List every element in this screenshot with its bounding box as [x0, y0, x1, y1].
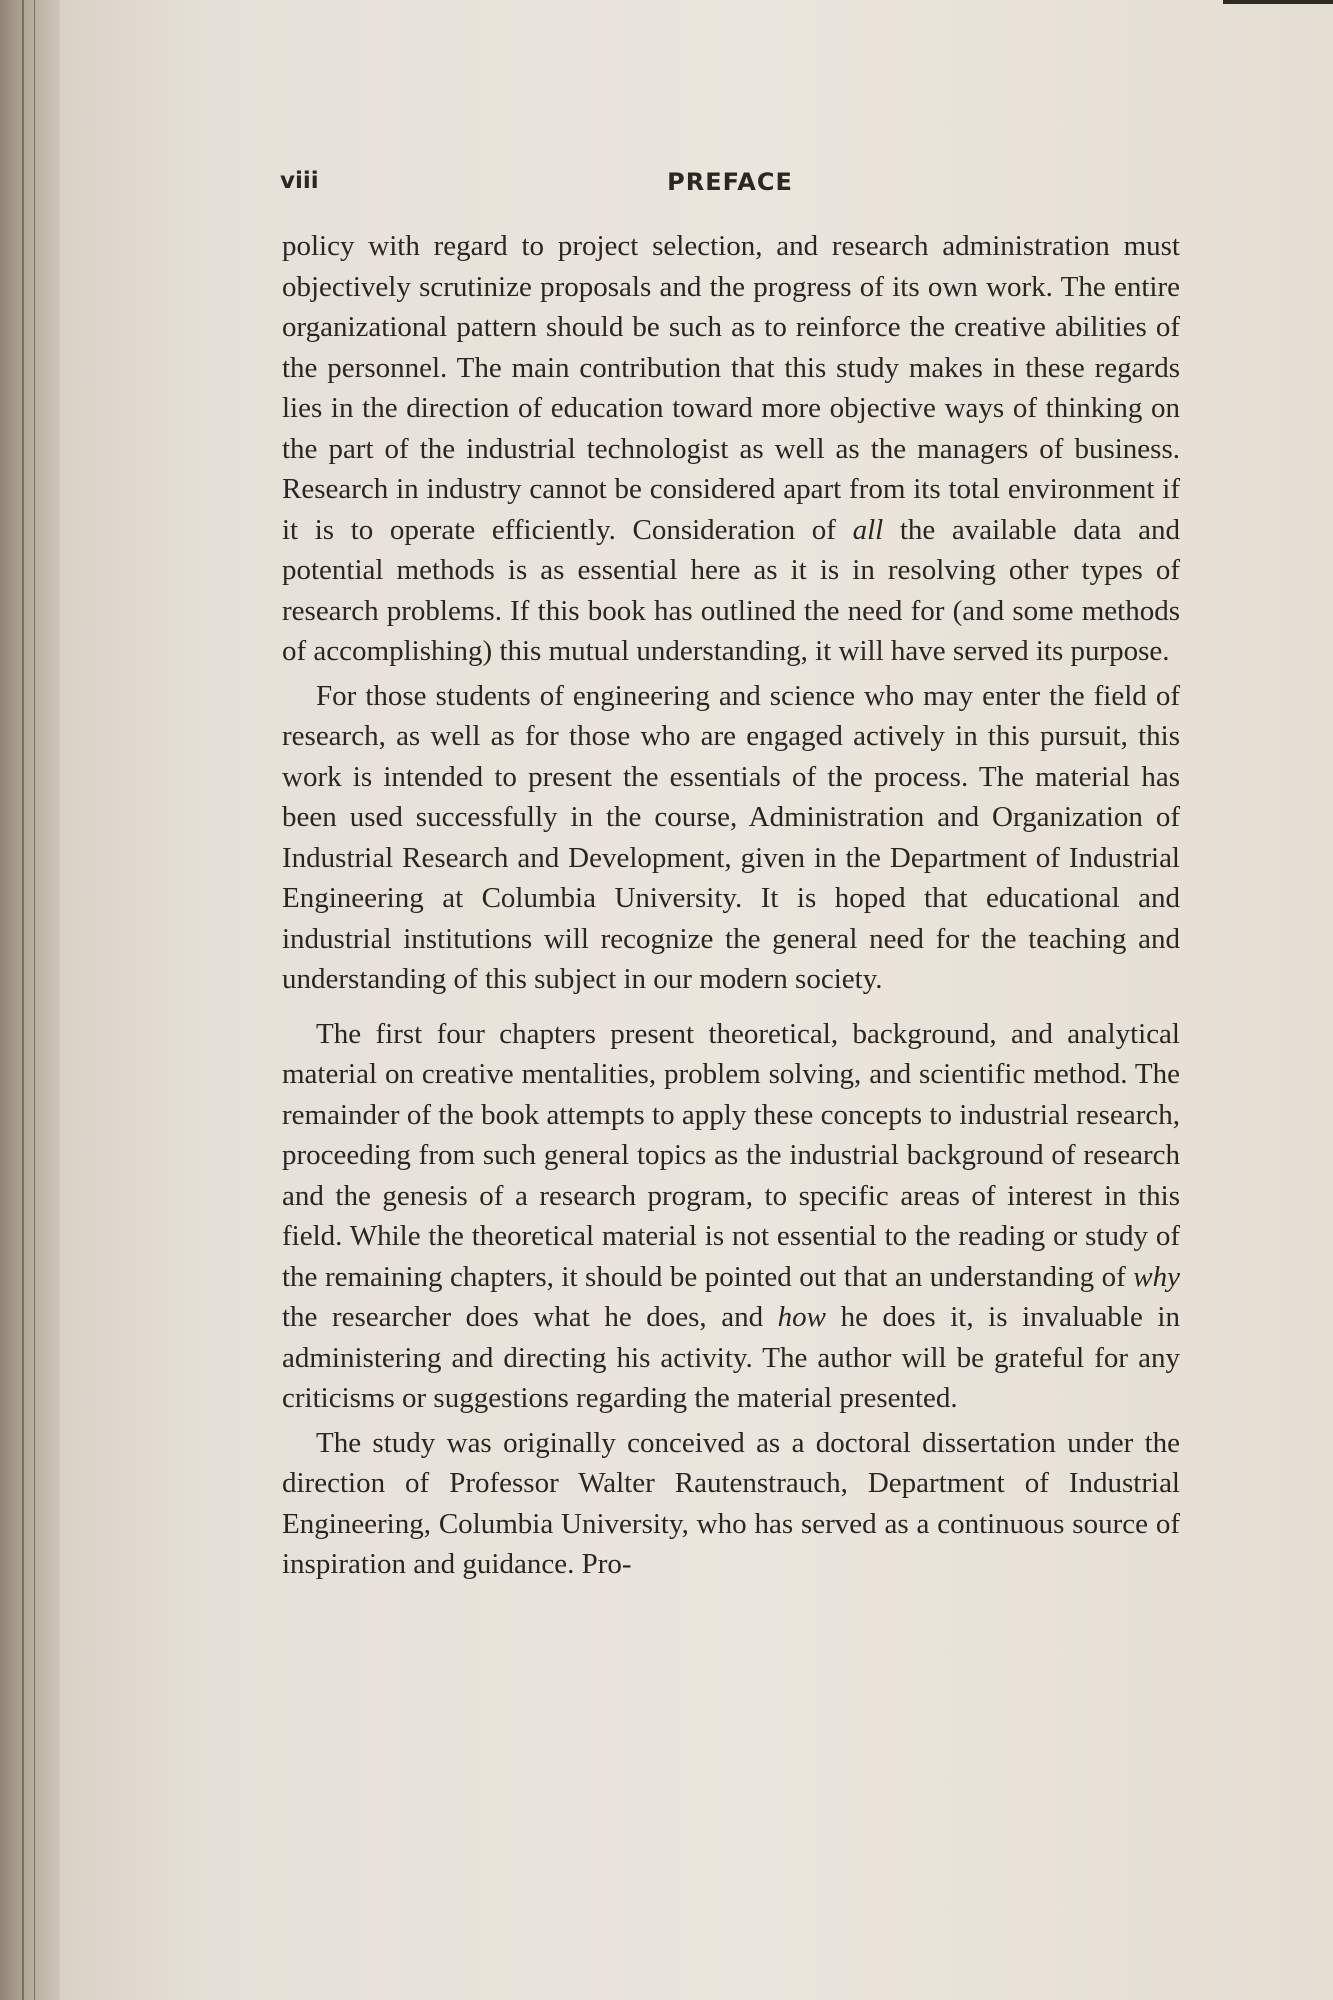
paragraph-1-text-b: the available data and potential methods is as essential here as it is in resolving other types of research problems. If this book has outlined the need for (and some methods of accomplishing) this mutual understanding, it will have served its purpose.	[282, 513, 1181, 667]
paragraph-3-text-b: the researcher does what he does, and	[282, 1301, 778, 1333]
page-number: viii	[280, 168, 319, 194]
binding-edge-line	[34, 0, 35, 2000]
paragraph-1-emphasis: all	[852, 513, 884, 546]
paragraph-3-text-c: he does it, is invaluable in administering and directing his activity. The author will be grateful for any criticisms or suggestions regarding the material presented.	[282, 1301, 1180, 1414]
book-spine-shadow	[0, 0, 60, 2000]
paragraph-1	[282, 226, 1180, 672]
paragraph-3	[282, 1014, 1180, 1419]
paragraph-3-text-a: The first four chapters present theoretical, background, and analytical material on creative mentalities, problem solving, and scientific method. The remainder of the book attempts to apply these concepts to industrial research, proceeding from such general topics as the industrial background of research and the genesis of a research program, to specific areas of interest in this field. While the theoretical material is not essential to the reading or study of the remaining chapters, it should be pointed out that an understanding of	[282, 1017, 1180, 1293]
binding-edge-line	[22, 0, 24, 2000]
paragraph-1-text-a: policy with regard to project selection, and research administration must objectively scrutinize proposals and the progress of its own work. The entire organizational pattern should be such as to reinforce the creative abilities of the personnel. The main contribution that this study makes in these regards lies in the direction of education toward more objective ways of thinking on the part of the industrial technologist as well as the managers of business. Research in industry cannot be considered apart from its total environment if it is to operate efficiently. Consideration of	[282, 230, 1180, 546]
running-head-title: PREFACE	[667, 168, 793, 196]
paragraph-4: The study was originally conceived as a doctoral dissertation under the direction of Professor Walter Rautenstrauch, Department of Industrial Engineering, Columbia University, who has served as a continuous source of inspiration and guidance. Pro-	[282, 1426, 1180, 1580]
running-head	[280, 168, 1180, 202]
paragraph-3-emphasis-why: why	[1133, 1260, 1180, 1293]
page-body	[282, 226, 1180, 1585]
paragraph-2: For those students of engineering and science who may enter the field of research, as well as for those who are engaged actively in this pursuit, this work is intended to present the essentials of the process. The material has been used successfully in the course, Administration and Organization of Industrial Research and Development, given in the Department of Industrial Engineering at Columbia University. It is hoped that educational and industrial institutions will recognize the general need for the teaching and understanding of this subject in our modern society.	[282, 679, 1180, 995]
paragraph-3-emphasis-how: how	[777, 1301, 827, 1333]
facing-page-edge	[1223, 0, 1333, 4]
